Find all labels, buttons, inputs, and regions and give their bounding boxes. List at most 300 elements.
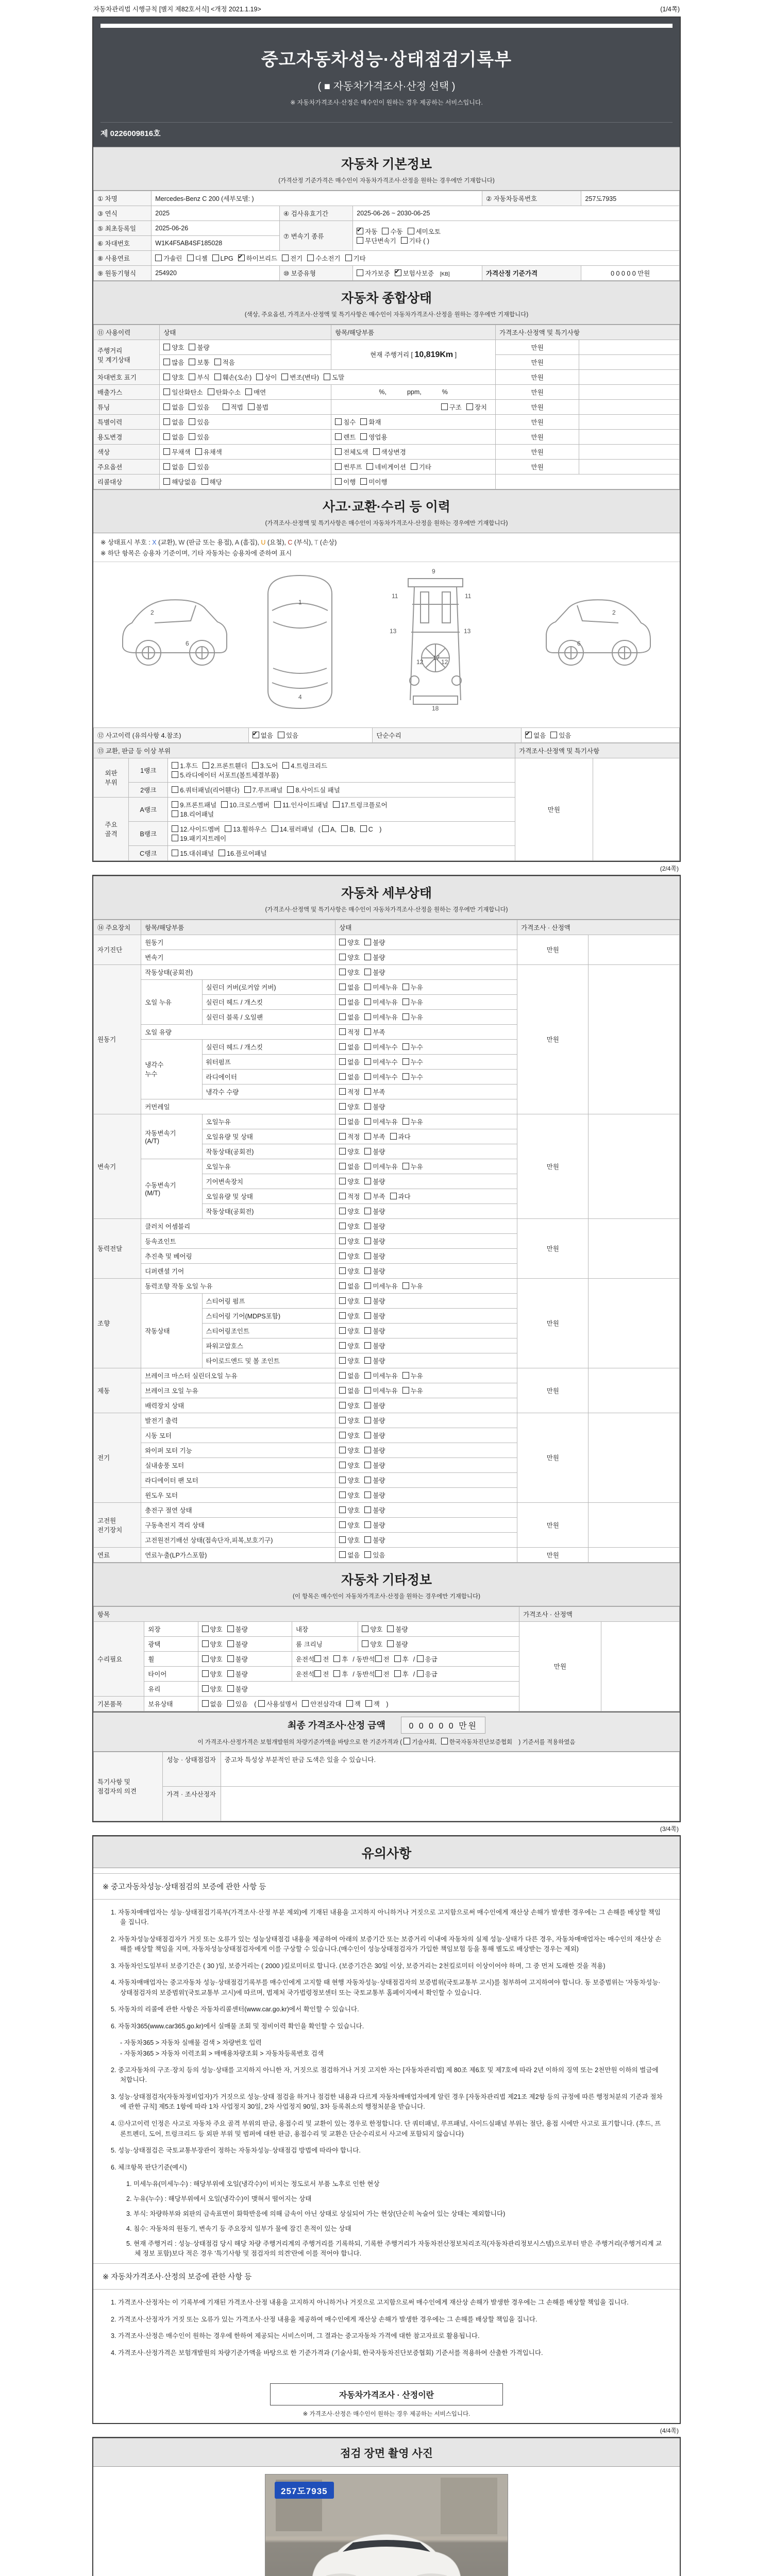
checkbox-option[interactable]: 없음 bbox=[339, 982, 360, 992]
checkbox[interactable] bbox=[163, 463, 170, 470]
checkbox-option[interactable]: 불량 bbox=[364, 1311, 385, 1320]
checkbox-option[interactable]: 양호 bbox=[202, 1684, 223, 1693]
checkbox[interactable] bbox=[364, 1073, 371, 1080]
checkbox[interactable] bbox=[163, 374, 170, 380]
checkbox[interactable] bbox=[364, 1208, 371, 1214]
checkbox[interactable] bbox=[339, 1148, 346, 1155]
checkbox-option[interactable]: 불량 bbox=[364, 968, 385, 977]
checkbox-option[interactable]: 불량 bbox=[364, 953, 385, 962]
checkbox[interactable] bbox=[339, 1193, 346, 1199]
checkbox-option[interactable]: 적정 bbox=[339, 1087, 360, 1096]
checkbox-option[interactable]: 불량 bbox=[387, 1639, 408, 1649]
checkbox-option[interactable]: 양호 bbox=[339, 1326, 360, 1335]
checkbox[interactable] bbox=[357, 237, 363, 244]
checkbox[interactable] bbox=[339, 1208, 346, 1214]
checkbox[interactable] bbox=[272, 825, 278, 832]
checkbox-checked[interactable] bbox=[395, 269, 401, 276]
checkbox[interactable] bbox=[155, 255, 162, 261]
checkbox-option[interactable]: 없음 bbox=[339, 1371, 360, 1380]
checkbox-option[interactable]: 후 bbox=[394, 1654, 409, 1664]
checkbox[interactable] bbox=[214, 374, 221, 380]
checkbox[interactable] bbox=[466, 403, 473, 410]
checkbox[interactable] bbox=[339, 1223, 346, 1229]
checkbox-option[interactable]: 양호 bbox=[339, 1222, 360, 1231]
checkbox[interactable] bbox=[324, 374, 330, 380]
checkbox-option[interactable]: 9.프론트패널 bbox=[172, 800, 216, 809]
checkbox[interactable] bbox=[245, 388, 252, 395]
checkbox[interactable] bbox=[364, 969, 371, 975]
checkbox-option[interactable]: 미세누유 bbox=[364, 1162, 397, 1171]
checkbox[interactable] bbox=[364, 1282, 371, 1289]
checkbox[interactable] bbox=[244, 786, 251, 793]
checkbox[interactable] bbox=[202, 1700, 209, 1707]
checkbox[interactable] bbox=[402, 998, 409, 1005]
checkbox-option[interactable]: 미세누수 bbox=[364, 1057, 397, 1066]
checkbox-option[interactable]: 5.라디에이터 서포트(볼트체결부품) bbox=[172, 770, 278, 779]
checkbox-option[interactable]: 불량 bbox=[364, 1102, 385, 1111]
checkbox[interactable] bbox=[364, 1536, 371, 1543]
checkbox[interactable] bbox=[364, 1357, 371, 1364]
checkbox-option[interactable]: 기타 ( ) bbox=[401, 236, 429, 245]
checkbox-option[interactable]: 양호 bbox=[339, 1251, 360, 1261]
checkbox[interactable] bbox=[390, 1193, 397, 1199]
checkbox[interactable] bbox=[339, 1312, 346, 1319]
checkbox[interactable] bbox=[339, 1013, 346, 1020]
checkbox[interactable] bbox=[302, 1700, 309, 1707]
checkbox[interactable] bbox=[163, 418, 170, 425]
checkbox-option[interactable]: 없음 bbox=[339, 1117, 360, 1126]
checkbox-option[interactable]: 6.쿼터패널(리어휀다) bbox=[172, 785, 239, 794]
checkbox[interactable] bbox=[402, 1282, 409, 1289]
checkbox[interactable] bbox=[339, 969, 346, 975]
checkbox[interactable] bbox=[163, 433, 170, 440]
checkbox[interactable] bbox=[364, 998, 371, 1005]
checkbox-option[interactable]: 3.도어 bbox=[252, 761, 278, 770]
checkbox[interactable] bbox=[402, 1163, 409, 1170]
checkbox[interactable] bbox=[441, 403, 448, 410]
checkbox[interactable] bbox=[223, 403, 229, 410]
checkbox-option[interactable]: 불량 bbox=[364, 1266, 385, 1276]
checkbox[interactable] bbox=[341, 825, 348, 832]
checkbox[interactable] bbox=[163, 478, 170, 485]
checkbox[interactable] bbox=[364, 1088, 371, 1095]
checkbox-checked[interactable] bbox=[253, 732, 259, 738]
checkbox-option[interactable]: 없음 bbox=[339, 1281, 360, 1291]
checkbox[interactable] bbox=[339, 1028, 346, 1035]
checkbox-option[interactable]: 있음 bbox=[189, 432, 209, 442]
checkbox-checked[interactable] bbox=[357, 228, 363, 234]
checkbox-option[interactable]: 미세누유 bbox=[364, 1012, 397, 1022]
checkbox-option[interactable]: 무채색 bbox=[163, 447, 190, 456]
checkbox[interactable] bbox=[172, 786, 178, 793]
checkbox-option[interactable]: 양호 bbox=[339, 1207, 360, 1216]
checkbox-option[interactable]: 15.대쉬패널 bbox=[172, 849, 214, 858]
checkbox[interactable] bbox=[282, 255, 289, 261]
checkbox[interactable] bbox=[187, 255, 194, 261]
checkbox[interactable] bbox=[364, 1327, 371, 1334]
checkbox[interactable] bbox=[339, 1133, 346, 1140]
checkbox-option[interactable]: 없음 bbox=[163, 417, 184, 427]
checkbox-option[interactable]: 있음 bbox=[189, 417, 209, 427]
checkbox-option[interactable]: 누수 bbox=[402, 1057, 423, 1066]
checkbox[interactable] bbox=[339, 1267, 346, 1274]
checkbox-option[interactable]: 양호 bbox=[339, 968, 360, 977]
checkbox[interactable] bbox=[364, 1402, 371, 1409]
checkbox-option[interactable]: 불량 bbox=[189, 343, 209, 352]
checkbox[interactable] bbox=[364, 1238, 371, 1244]
checkbox-option[interactable]: 네비게이션 bbox=[366, 462, 406, 471]
checkbox-option[interactable]: 수소전기 bbox=[307, 253, 340, 263]
checkbox[interactable] bbox=[221, 801, 228, 808]
checkbox-option[interactable]: 미세누유 bbox=[364, 982, 397, 992]
checkbox-option[interactable]: 누수 bbox=[402, 1042, 423, 1052]
checkbox-option[interactable]: 적음 bbox=[214, 358, 235, 367]
checkbox-option[interactable]: 1.후드 bbox=[172, 761, 198, 770]
checkbox[interactable] bbox=[189, 374, 195, 380]
checkbox[interactable] bbox=[364, 939, 371, 945]
checkbox[interactable] bbox=[163, 388, 170, 395]
checkbox[interactable] bbox=[408, 228, 414, 234]
checkbox-option[interactable]: 양호 bbox=[202, 1624, 223, 1634]
checkbox[interactable] bbox=[364, 1432, 371, 1438]
checkbox-option[interactable]: 불량 bbox=[364, 1431, 385, 1440]
checkbox-option[interactable]: 양호 bbox=[339, 1446, 360, 1455]
checkbox-option[interactable]: 누유 bbox=[402, 1386, 423, 1395]
checkbox[interactable] bbox=[339, 1088, 346, 1095]
checkbox[interactable] bbox=[402, 1118, 409, 1125]
checkbox[interactable] bbox=[163, 359, 170, 365]
checkbox[interactable] bbox=[314, 1655, 321, 1662]
checkbox[interactable] bbox=[402, 1013, 409, 1020]
checkbox-option[interactable]: 누유 bbox=[402, 1281, 423, 1291]
checkbox-option[interactable]: 4.트렁크리드 bbox=[282, 761, 327, 770]
checkbox-option[interactable]: 훼손(오손) bbox=[214, 372, 252, 382]
checkbox-option[interactable]: 한국자동차진단보증협회 bbox=[441, 1738, 512, 1746]
checkbox-option[interactable]: ✔ 보험사보증 bbox=[395, 268, 434, 278]
checkbox[interactable] bbox=[364, 1551, 371, 1558]
checkbox-option[interactable]: 누수 bbox=[402, 1072, 423, 1081]
checkbox-option[interactable]: 불법 bbox=[248, 402, 268, 412]
checkbox-option[interactable]: 가솔린 bbox=[155, 253, 182, 263]
checkbox[interactable] bbox=[364, 1462, 371, 1468]
checkbox-option[interactable]: 없음 bbox=[163, 462, 184, 471]
checkbox-option[interactable]: 많음 bbox=[163, 358, 184, 367]
checkbox-option[interactable]: 영업용 bbox=[360, 432, 387, 442]
checkbox-option[interactable]: 불량 bbox=[364, 1416, 385, 1425]
checkbox[interactable] bbox=[287, 786, 294, 793]
checkbox[interactable] bbox=[411, 463, 417, 470]
checkbox[interactable] bbox=[172, 762, 178, 769]
checkbox[interactable] bbox=[227, 1670, 234, 1677]
checkbox-option[interactable]: 누유 bbox=[402, 1371, 423, 1380]
checkbox-option[interactable]: 부족 bbox=[364, 1132, 385, 1141]
checkbox[interactable] bbox=[417, 1655, 424, 1662]
checkbox-option[interactable]: 적정 bbox=[339, 1132, 360, 1141]
checkbox[interactable] bbox=[364, 1492, 371, 1498]
checkbox-option[interactable]: 썬루프 bbox=[335, 462, 362, 471]
checkbox-option[interactable]: 미세누수 bbox=[364, 1072, 397, 1081]
checkbox-option[interactable]: 10.크로스멤버 bbox=[221, 800, 270, 809]
checkbox-option[interactable]: C bbox=[360, 825, 373, 833]
checkbox-option[interactable]: 양호 bbox=[339, 1266, 360, 1276]
checkbox[interactable] bbox=[360, 433, 367, 440]
checkbox-option[interactable]: 미세누유 bbox=[364, 1117, 397, 1126]
checkbox-option[interactable]: 양호 bbox=[339, 1431, 360, 1440]
checkbox[interactable] bbox=[339, 1551, 346, 1558]
checkbox-checked[interactable] bbox=[238, 255, 245, 261]
checkbox[interactable] bbox=[373, 448, 380, 455]
checkbox-option[interactable]: 전체도색 bbox=[335, 447, 368, 456]
checkbox-option[interactable]: 보통 bbox=[189, 358, 209, 367]
checkbox-option[interactable]: 기타 bbox=[345, 253, 366, 263]
checkbox[interactable] bbox=[402, 1387, 409, 1394]
checkbox-option[interactable]: 화재 bbox=[360, 417, 381, 427]
checkbox-option[interactable]: 기술사회, bbox=[404, 1738, 436, 1746]
checkbox-option[interactable]: 미세누수 bbox=[364, 1042, 397, 1052]
checkbox-option[interactable]: 해당없음 bbox=[163, 477, 196, 486]
checkbox[interactable] bbox=[333, 1655, 340, 1662]
checkbox-option[interactable]: ✔자동 bbox=[357, 227, 377, 236]
checkbox[interactable] bbox=[360, 825, 367, 832]
checkbox[interactable] bbox=[189, 463, 195, 470]
checkbox[interactable] bbox=[365, 1700, 372, 1707]
checkbox[interactable] bbox=[364, 1133, 371, 1140]
checkbox-option[interactable]: 사용설명서 bbox=[258, 1699, 297, 1708]
checkbox-option[interactable]: 자가보증 bbox=[357, 268, 390, 278]
checkbox-option[interactable]: 불량 bbox=[227, 1669, 248, 1679]
checkbox-option[interactable]: 양호 bbox=[339, 1461, 360, 1470]
checkbox[interactable] bbox=[402, 1058, 409, 1065]
checkbox[interactable] bbox=[364, 1103, 371, 1110]
checkbox-option[interactable]: 양호 bbox=[339, 1401, 360, 1410]
checkbox-option[interactable]: 부족 bbox=[364, 1027, 385, 1037]
checkbox[interactable] bbox=[375, 1670, 382, 1677]
checkbox[interactable] bbox=[202, 1640, 209, 1647]
checkbox[interactable] bbox=[189, 433, 195, 440]
checkbox-option[interactable]: 있음 bbox=[278, 731, 298, 740]
checkbox[interactable] bbox=[339, 1432, 346, 1438]
checkbox-option[interactable]: 7.루프패널 bbox=[244, 785, 283, 794]
checkbox-option[interactable]: 없음 bbox=[339, 997, 360, 1007]
checkbox-option[interactable]: 있음 bbox=[550, 731, 571, 740]
checkbox-option[interactable]: 양호 bbox=[339, 1102, 360, 1111]
checkbox[interactable] bbox=[248, 403, 255, 410]
checkbox[interactable] bbox=[335, 418, 342, 425]
checkbox-option[interactable]: 양호 bbox=[339, 1311, 360, 1320]
checkbox[interactable] bbox=[335, 448, 342, 455]
checkbox[interactable] bbox=[201, 478, 208, 485]
checkbox[interactable] bbox=[404, 1738, 410, 1744]
checkbox[interactable] bbox=[339, 1058, 346, 1065]
checkbox-option[interactable]: 12.사이드멤버 bbox=[172, 824, 220, 834]
checkbox[interactable] bbox=[366, 463, 373, 470]
checkbox-option[interactable]: 누유 bbox=[402, 982, 423, 992]
checkbox-option[interactable]: 미세누유 bbox=[364, 1371, 397, 1380]
checkbox-option[interactable]: 불량 bbox=[364, 1222, 385, 1231]
checkbox[interactable] bbox=[417, 1670, 424, 1677]
checkbox-option[interactable]: 불량 bbox=[227, 1624, 248, 1634]
checkbox[interactable] bbox=[214, 359, 221, 365]
checkbox[interactable] bbox=[227, 1625, 234, 1632]
checkbox-option[interactable]: A, bbox=[322, 825, 337, 833]
checkbox-option[interactable]: 누유 bbox=[402, 1117, 423, 1126]
checkbox-option[interactable]: 양호 bbox=[339, 1490, 360, 1500]
checkbox[interactable] bbox=[402, 1073, 409, 1080]
checkbox[interactable] bbox=[172, 850, 178, 856]
checkbox[interactable] bbox=[335, 478, 342, 485]
checkbox[interactable] bbox=[364, 1477, 371, 1483]
checkbox[interactable] bbox=[258, 1700, 265, 1707]
checkbox-option[interactable]: 미세누유 bbox=[364, 1281, 397, 1291]
checkbox[interactable] bbox=[339, 984, 346, 990]
checkbox[interactable] bbox=[172, 810, 178, 817]
checkbox-option[interactable]: 불량 bbox=[364, 1461, 385, 1470]
checkbox-option[interactable]: 있음 bbox=[189, 402, 209, 412]
checkbox[interactable] bbox=[364, 1163, 371, 1170]
checkbox-option[interactable]: 유채색 bbox=[195, 447, 222, 456]
checkbox[interactable] bbox=[339, 1103, 346, 1110]
checkbox[interactable] bbox=[252, 762, 259, 769]
checkbox-option[interactable]: 부족 bbox=[364, 1087, 385, 1096]
checkbox-option[interactable]: 13.휠하우스 bbox=[225, 824, 267, 834]
checkbox[interactable] bbox=[339, 954, 346, 960]
checkbox-option[interactable]: 후 bbox=[394, 1669, 409, 1679]
checkbox[interactable] bbox=[339, 939, 346, 945]
checkbox[interactable] bbox=[339, 1372, 346, 1379]
checkbox-option[interactable]: 잭 bbox=[346, 1699, 361, 1708]
checkbox[interactable] bbox=[339, 1536, 346, 1543]
checkbox-option[interactable]: 전기 bbox=[282, 253, 303, 263]
checkbox[interactable] bbox=[163, 403, 170, 410]
checkbox[interactable] bbox=[189, 403, 195, 410]
checkbox[interactable] bbox=[202, 1625, 209, 1632]
checkbox[interactable] bbox=[390, 1133, 397, 1140]
checkbox[interactable] bbox=[227, 1640, 234, 1647]
checkbox[interactable] bbox=[339, 1417, 346, 1423]
checkbox-option[interactable]: 양호 bbox=[202, 1639, 223, 1649]
checkbox-option[interactable]: 전 bbox=[314, 1654, 329, 1664]
checkbox[interactable] bbox=[203, 762, 209, 769]
checkbox[interactable] bbox=[364, 1043, 371, 1050]
checkbox-option[interactable]: 불량 bbox=[364, 1341, 385, 1350]
checkbox-option[interactable]: LPG bbox=[212, 255, 233, 262]
checkbox-option[interactable]: 불량 bbox=[364, 938, 385, 947]
checkbox[interactable] bbox=[172, 825, 178, 832]
checkbox[interactable] bbox=[202, 1670, 209, 1677]
checkbox-option[interactable]: 기타 bbox=[411, 462, 431, 471]
checkbox[interactable] bbox=[339, 1073, 346, 1080]
checkbox[interactable] bbox=[282, 762, 289, 769]
checkbox[interactable] bbox=[402, 1372, 409, 1379]
checkbox-option[interactable]: 전 bbox=[314, 1669, 329, 1679]
checkbox-option[interactable]: 없음 bbox=[339, 1550, 360, 1560]
checkbox-option[interactable]: 누유 bbox=[402, 1012, 423, 1022]
checkbox-option[interactable]: 2.프론트휀더 bbox=[203, 761, 247, 770]
checkbox[interactable] bbox=[364, 1058, 371, 1065]
checkbox[interactable] bbox=[364, 1013, 371, 1020]
checkbox[interactable] bbox=[364, 1118, 371, 1125]
checkbox-option[interactable]: 불량 bbox=[364, 1401, 385, 1410]
checkbox[interactable] bbox=[339, 1282, 346, 1289]
checkbox[interactable] bbox=[172, 801, 178, 808]
checkbox[interactable] bbox=[172, 835, 178, 841]
checkbox[interactable] bbox=[322, 825, 329, 832]
checkbox-option[interactable]: 있음 bbox=[227, 1699, 248, 1708]
checkbox-option[interactable]: 19.패키지트레이 bbox=[172, 834, 226, 843]
checkbox-option[interactable]: 양호 bbox=[163, 343, 184, 352]
checkbox[interactable] bbox=[382, 228, 389, 234]
checkbox-option[interactable]: 매연 bbox=[245, 387, 266, 397]
checkbox[interactable] bbox=[339, 1462, 346, 1468]
checkbox-option[interactable]: 양호 bbox=[362, 1624, 382, 1634]
checkbox-option[interactable]: 17.트렁크플로어 bbox=[333, 800, 388, 809]
checkbox-option[interactable]: 세미오토 bbox=[408, 227, 441, 236]
checkbox[interactable] bbox=[360, 478, 367, 485]
checkbox[interactable] bbox=[307, 255, 314, 261]
checkbox[interactable] bbox=[364, 1178, 371, 1184]
checkbox-option[interactable]: 있음 bbox=[364, 1550, 385, 1560]
checkbox[interactable] bbox=[208, 388, 214, 395]
checkbox[interactable] bbox=[364, 1506, 371, 1513]
checkbox[interactable] bbox=[364, 1223, 371, 1229]
checkbox[interactable] bbox=[339, 1118, 346, 1125]
checkbox-option[interactable]: 불량 bbox=[364, 1207, 385, 1216]
checkbox-option[interactable]: 양호 bbox=[339, 1535, 360, 1545]
checkbox-option[interactable]: 없음 bbox=[163, 432, 184, 442]
checkbox[interactable] bbox=[364, 1387, 371, 1394]
checkbox-option[interactable]: 적정 bbox=[339, 1027, 360, 1037]
checkbox-option[interactable]: 부식 bbox=[189, 372, 209, 382]
checkbox[interactable] bbox=[339, 1387, 346, 1394]
checkbox-option[interactable]: 불량 bbox=[364, 1535, 385, 1545]
checkbox[interactable] bbox=[401, 237, 408, 244]
checkbox[interactable] bbox=[339, 1402, 346, 1409]
checkbox-option[interactable]: 14.필러패널 bbox=[272, 824, 314, 834]
checkbox-option[interactable]: ✔ 하이브리드 bbox=[238, 253, 277, 263]
checkbox-option[interactable]: 도말 bbox=[324, 372, 344, 382]
checkbox[interactable] bbox=[364, 1193, 371, 1199]
checkbox[interactable] bbox=[441, 1738, 448, 1744]
checkbox-option[interactable]: 양호 bbox=[339, 1177, 360, 1186]
checkbox[interactable] bbox=[364, 954, 371, 960]
checkbox[interactable] bbox=[364, 1028, 371, 1035]
checkbox-option[interactable]: 양호 bbox=[339, 938, 360, 947]
checkbox-option[interactable]: 양호 bbox=[163, 372, 184, 382]
checkbox-option[interactable]: 불량 bbox=[227, 1654, 248, 1664]
checkbox-option[interactable]: 양호 bbox=[362, 1639, 382, 1649]
checkbox-option[interactable]: 없음 bbox=[339, 1042, 360, 1052]
checkbox[interactable] bbox=[227, 1655, 234, 1662]
checkbox-option[interactable]: 이행 bbox=[335, 477, 356, 486]
checkbox[interactable] bbox=[402, 984, 409, 990]
checkbox-option[interactable]: 침수 bbox=[335, 417, 356, 427]
checkbox[interactable] bbox=[172, 771, 178, 778]
checkbox[interactable] bbox=[339, 1043, 346, 1050]
checkbox-option[interactable]: 적법 bbox=[223, 402, 243, 412]
checkbox-option[interactable]: 디젤 bbox=[187, 253, 208, 263]
checkbox-option[interactable]: 일산화탄소 bbox=[163, 387, 203, 397]
checkbox[interactable] bbox=[274, 801, 281, 808]
checkbox-option[interactable]: 장치 bbox=[466, 402, 487, 412]
checkbox-option[interactable]: 18.리어패널 bbox=[172, 809, 214, 819]
checkbox[interactable] bbox=[364, 1342, 371, 1349]
checkbox-option[interactable]: 과다 bbox=[390, 1192, 411, 1201]
checkbox-option[interactable]: 렌트 bbox=[335, 432, 356, 442]
checkbox-option[interactable]: 무단변속기 bbox=[357, 236, 396, 245]
checkbox-option[interactable]: 없음 bbox=[339, 1162, 360, 1171]
checkbox[interactable] bbox=[364, 1417, 371, 1423]
checkbox[interactable] bbox=[202, 1655, 209, 1662]
